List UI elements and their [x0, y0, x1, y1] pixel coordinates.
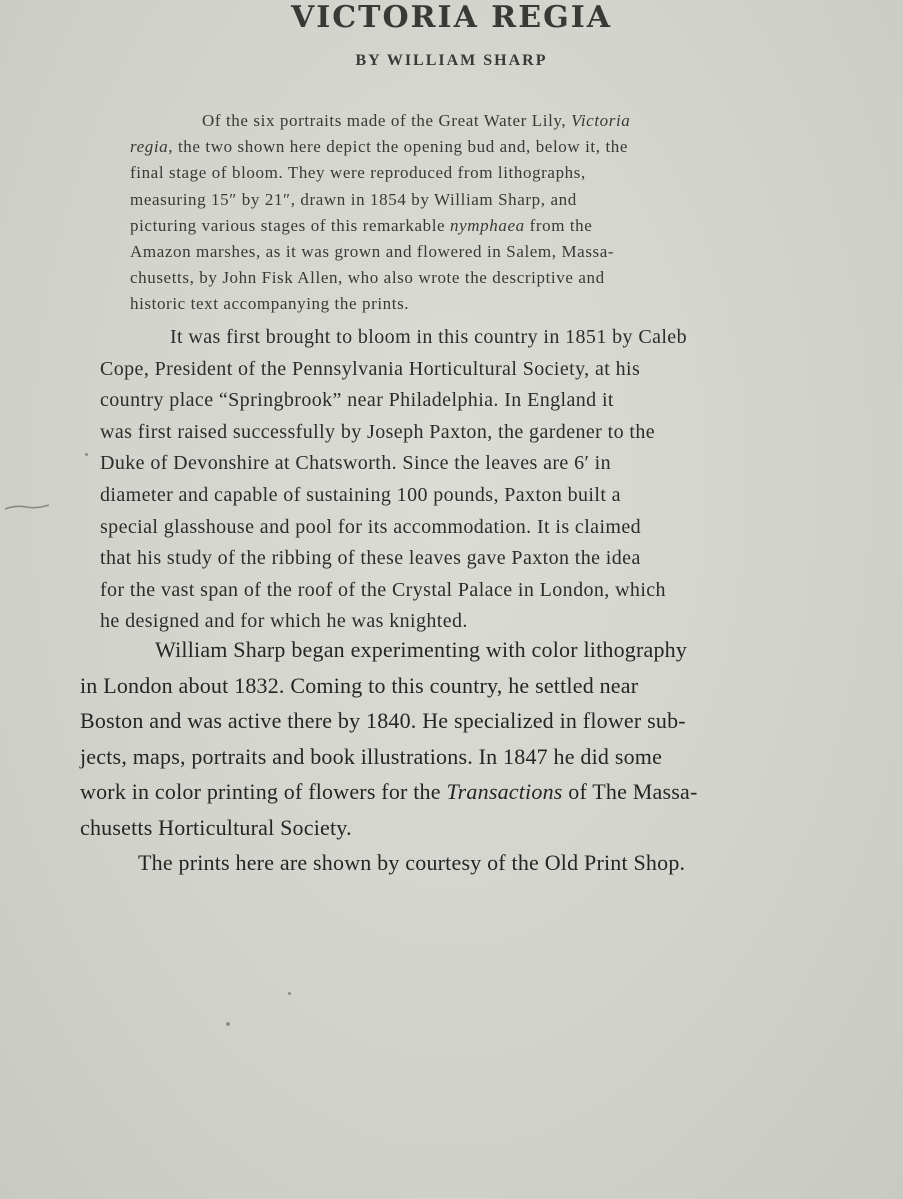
page-title: VICTORIA REGIA: [290, 0, 613, 35]
text-line: diameter and capable of sustaining 100 pounds, Paxton built a: [100, 483, 621, 506]
paper-speck: [85, 453, 88, 456]
paragraph-courtesy: The prints here are shown by courtesy of the Old Print Shop.: [138, 850, 686, 875]
paper-blemish: [4, 502, 50, 512]
byline: BY WILLIAM SHARP: [355, 52, 548, 69]
text-line: regia, the two shown here depict the opening bud and, below it, the: [130, 137, 629, 157]
text-line: It was first brought to bloom in this country in 1851 by Caleb: [170, 326, 687, 348]
text-line: he designed and for which he was knighted.: [100, 610, 468, 633]
text-line: William Sharp began experimenting with color lithography: [155, 637, 688, 662]
text-line: chusetts Horticultural Society.: [80, 814, 352, 840]
text-line: Boston and was active there by 1840. He specialized in flower sub-: [80, 708, 686, 733]
text-line: that his study of the ribbing of these leaves gave Paxton the idea: [100, 547, 641, 570]
text-line: final stage of bloom. They were reproduced from lithographs,: [130, 163, 586, 183]
text-line: for the vast span of the roof of the Crystal Palace in London, which: [100, 578, 666, 601]
text-line: historic text accompanying the prints.: [130, 294, 410, 314]
text-line: was first raised successfully by Joseph Paxton, the gardener to the: [100, 420, 656, 443]
paper-speck: [226, 1022, 230, 1026]
text-line: in London about 1832. Coming to this country, he settled near: [80, 672, 639, 698]
paragraph-first-bloom: [100, 322, 790, 638]
text-line: picturing various stages of this remarkable nymphaea from the: [130, 215, 593, 235]
paper-speck: [288, 992, 291, 995]
text-line: Of the six portraits made of the Great Water Lily, Victoria: [202, 111, 631, 130]
text-line: work in color printing of flowers for the Transactions of The Massa-: [80, 779, 698, 804]
text-line: jects, maps, portraits and book illustrations. In 1847 he did some: [80, 743, 663, 769]
paragraph-intro: [130, 108, 757, 318]
text-line: chusetts, by John Fisk Allen, who also wrote the descriptive and: [130, 268, 605, 288]
text-line: Cope, President of the Pennsylvania Horticultural Society, at his: [100, 357, 641, 380]
text-line: measuring 15″ by 21″, drawn in 1854 by William Sharp, and: [130, 189, 577, 209]
text-line: country place “Springbrook” near Philadelphia. In England it: [100, 389, 614, 412]
paragraph-william-sharp: [80, 632, 820, 881]
text-line: special glasshouse and pool for its accommodation. It is claimed: [100, 515, 642, 538]
text-line: Duke of Devonshire at Chatsworth. Since the leaves are 6′ in: [100, 452, 612, 475]
text-line: Amazon marshes, as it was grown and flowered in Salem, Massa-: [130, 242, 615, 262]
